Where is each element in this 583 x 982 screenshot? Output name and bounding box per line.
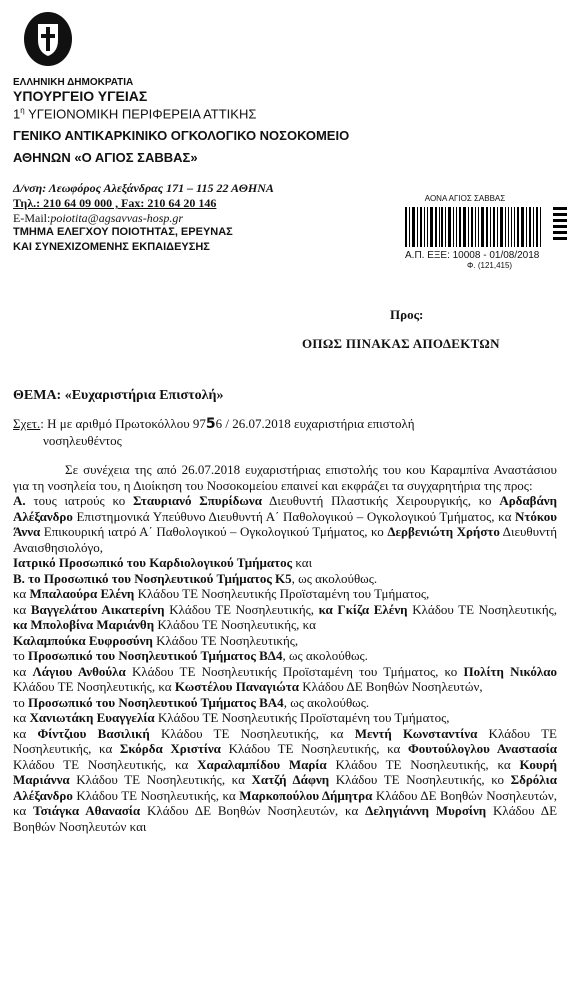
department-line2: ΚΑΙ ΣΥΝΕΧΙΖΟΜΕΝΗΣ ΕΚΠΑΙΔΕΥΣΗΣ — [13, 241, 210, 253]
to-recipients: ΟΠΩΣ ΠΙΝΑΚΑΣ ΑΠΟΔΕΚΤΩΝ — [302, 336, 500, 351]
email-address[interactable]: poiotita@agsavvas-hosp.gr — [50, 211, 184, 225]
phone-fax-line: Τηλ.: 210 64 09 000 , Fax: 210 64 20 146 — [13, 196, 217, 210]
coat-of-arms-emblem — [22, 10, 74, 68]
k5-staff: κα Μπαλαούρα Ελένη Κλάδου ΤΕ Νοσηλευτικής Προϊσταμένη του Τμήματος, κα Βαγγελάτου Αικατερίνη Κλάδου ΤΕ Νοσηλευτικής, κα Γκίζα Ελένη Κλάδου ΤΕ Νοσηλευτικής, κα Μπολοβίνα Μαριάνθη Κλάδου ΤΕ Νοσηλευτικής, κα Καλαμπούκα Ευφροσύνη Κλάδου ΤΕ Νοσηλευτικής, — [13, 586, 558, 648]
ba4-staff: το Προσωπικό του Νοσηλευτικού Τμήματος ΒΑ4, ως ακολούθως. κα Χανιωτάκη Ευαγγελία Κλάδου ΤΕ Νοσηλευτικής Προϊσταμένη του Τμήματος, κα Φίντζιου Βασιλική Κλάδου ΤΕ Νοσηλευτικής, κα Μεντή Κωνσταντίνα Κλάδου ΤΕ Νοσηλευτικής, κα Σκόρδα Χριστίνα Κλάδου ΤΕ Νοσηλευτικής, κα Φουτούλογλου Αναστασία Κλάδου ΤΕ Νοσηλευτικής, κα Χαραλαμπίδου Μαρία Κλάδου ΤΕ Νοσηλευτικής, κα Κουρή Μαριάννα Κλάδου ΤΕ Νοσηλευτικής, κα Χατζή Δάφνη Κλάδου ΤΕ Νοσηλευτικής, κο Σδρόλια Αλέξανδρο Κλάδου ΤΕ Νοσηλευτικής, κα Μαρκοπούλου Δήμητρα Κλάδου ΔΕ Βοηθών Νοσηλευτών, κα Τσιάγκα Αθανασία Κλάδου ΔΕ Βοηθών Νοσηλευτών, κα Δεληγιάννη Μυρσίνη Κλάδου ΔΕ Βοηθών Νοσηλευτών και — [13, 694, 558, 834]
reference-label: Σχετ. — [13, 416, 41, 431]
stamp-title: ΑΟΝΑ ΑΓΙΟΣ ΣΑΒΒΑΣ — [424, 194, 506, 203]
letter-body — [13, 462, 557, 834]
handwritten-digit: 5 — [205, 416, 216, 432]
intro-paragraph: Σε συνέχεια της από 26.07.2018 ευχαριστήριας επιστολής του κου Καραμπίνα Αναστάσιου για τη νοσηλεία του, η Διοίκηση του Νοσοκομείου επαινεί και εκφράζει τα συγχαρητήρια της προς: — [13, 462, 557, 493]
stamp-phi: Φ. (121,415) — [467, 261, 513, 270]
section-b-heading: Β. το Προσωπικό του Νοσηλευτικού Τμήματος Κ5, ως ακολούθως. — [13, 570, 378, 586]
subject-line: ΘΕΜΑ: «Ευχαριστήρια Επιστολή» — [13, 388, 224, 403]
email-line: E-Mail:poiotita@agsavvas-hosp.gr — [13, 211, 184, 225]
health-region-label: $1^\eta$ ΥΓΕΙΟΝΟΜΙΚΗ ΠΕΡΙΦΕΡΕΙΑ ΑΤΤΙΚΗΣ — [13, 106, 257, 122]
to-label: Προς: — [390, 307, 424, 322]
protocol-stamp — [405, 194, 570, 284]
barcode-side-bars — [553, 207, 567, 247]
address-line: Δ/νση: Λεωφόρος Αλεξάνδρας 171 – 115 22 ΑΘΗΝΑ — [13, 181, 274, 195]
section-a: Α. τους ιατρούς κο Σταυριανό Σπυρίδωνα Διευθυντή Πλαστικής Χειρουργικής, κο Αρδαβάνη Αλέξανδρο Επιστημονικά Υπεύθυνο Διευθυντή Α΄ Παθολογικού – Ογκολογικού Τμήματος, κα Ντόκου Άννα Επικουρική ιατρό Α΄ Παθολογικού – Ογκολογικού Τμήματος, κο Δερβενιώτη Χρήστο Διευθυντή Αναισθησιολόγο, Ιατρικό Προσωπικό του Καρδιολογικού Τμήματος και — [13, 493, 557, 570]
stamp-protocol-number: Α.Π. ΕΞΕ: 10008 - 01/08/2018 — [405, 250, 540, 261]
barcode — [405, 207, 543, 247]
hospital-name-line2: ΑΘΗΝΩΝ «Ο ΑΓΙΟΣ ΣΑΒΒΑΣ» — [13, 150, 198, 165]
ministry-label: ΥΠΟΥΡΓΕΙΟ ΥΓΕΙΑΣ — [13, 88, 148, 104]
republic-label: ΕΛΛΗΝΙΚΗ ΔΗΜΟΚΡΑΤΙΑ — [13, 77, 134, 88]
department-line1: ΤΜΗΜΑ ΕΛΕΓΧΟΥ ΠΟΙΟΤΗΤΑΣ, ΕΡΕΥΝΑΣ — [13, 226, 233, 238]
hospital-name-line1: ΓΕΝΙΚΟ ΑΝΤΙΚΑΡΚΙΝΙΚΟ ΟΓΚΟΛΟΓΙΚΟ ΝΟΣΟΚΟΜΕΙΟ — [13, 128, 350, 143]
reference-block: Σχετ.: Η με αριθμό Πρωτοκόλλου 9756 / 26.07.2018 ευχαριστήρια επιστολή νοσηλευθέντος — [13, 416, 415, 448]
bd4-staff: το Προσωπικό του Νοσηλευτικού Τμήματος ΒΔ4, ως ακολούθως. κα Λάγιου Ανθούλα Κλάδου ΤΕ Νοσηλευτικής Προϊσταμένη του Τμήματος, κο Πολίτη Νικόλαο Κλάδου ΤΕ Νοσηλευτικής, κα Κωστέλου Παναγιώτα Κλάδου ΔΕ Βοηθών Νοσηλευτών, — [13, 648, 558, 694]
